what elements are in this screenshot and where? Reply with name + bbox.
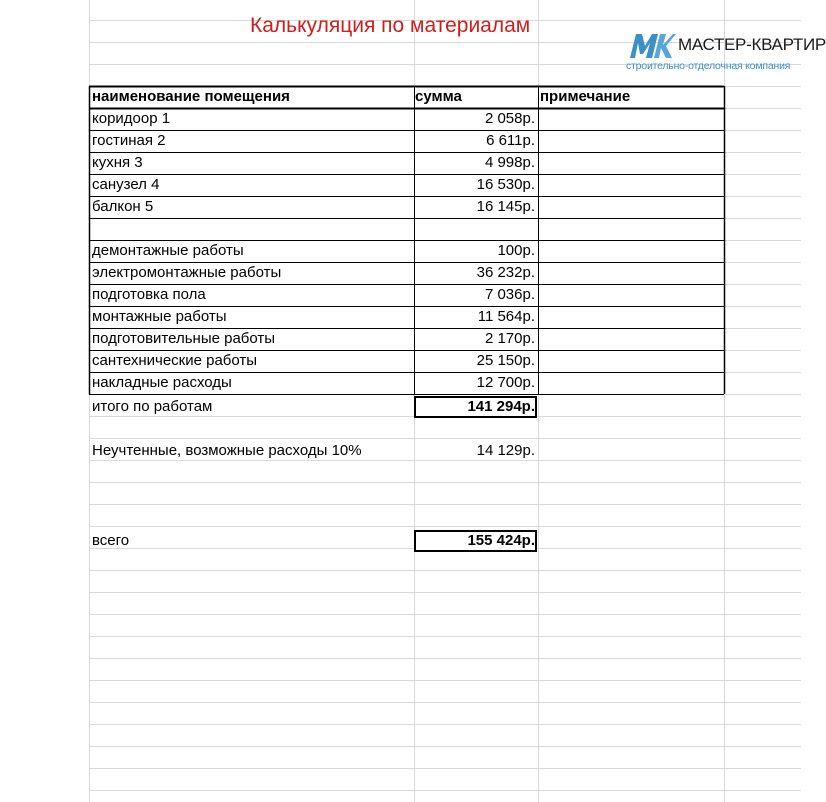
company-logo (626, 32, 826, 76)
row-sum: 6 611р. (486, 132, 535, 149)
row-name: демонтажные работы (92, 242, 244, 259)
row-note (540, 152, 720, 174)
extra-costs-row (89, 440, 724, 462)
row-note (540, 284, 720, 306)
row-note (540, 350, 720, 372)
header-note: примечание (540, 88, 631, 105)
row-name: гостиная 2 (92, 132, 166, 149)
header-room-name: наименование помещения (92, 88, 290, 105)
row-name: подготовка пола (92, 286, 206, 303)
row-name: электромонтажные работы (92, 264, 282, 281)
row-name: санузел 4 (92, 176, 160, 193)
row-note (540, 130, 720, 152)
row-sum: 11 564р. (477, 308, 535, 325)
row-name: коридоор 1 (92, 110, 171, 127)
row-note (540, 240, 720, 262)
row-note (540, 372, 720, 394)
row-name: кухня 3 (92, 154, 143, 171)
row-note (540, 306, 720, 328)
works-total-row (89, 396, 724, 418)
row-name: подготовительные работы (92, 330, 276, 347)
extra-costs-sum: 14 129р. (476, 442, 535, 459)
table-row (89, 328, 724, 350)
table-row (89, 240, 724, 262)
row-sum: 16 530р. (476, 176, 535, 193)
page-title: Калькуляция по материалам (250, 14, 531, 37)
row-sum: 12 700р. (476, 374, 535, 391)
logo-tagline: строительно-отделочная компания (626, 60, 791, 72)
header-sum: сумма (415, 88, 462, 105)
logo-company-name: МАСТЕР-КВАРТИР (678, 35, 826, 54)
row-sum: 4 998р. (484, 154, 535, 171)
table-row (89, 372, 724, 394)
works-total-sum: 141 294р. (467, 398, 535, 415)
grand-total-label: всего (92, 532, 130, 549)
row-note (540, 328, 720, 350)
row-sum: 16 145р. (476, 198, 535, 215)
mk-logo-icon (626, 32, 676, 60)
table-row (89, 130, 724, 152)
row-sum: 7 036р. (484, 286, 535, 303)
works-total-label: итого по работам (92, 398, 213, 415)
row-sum: 2 170р. (484, 330, 535, 347)
table-row (89, 152, 724, 174)
table-row (89, 196, 724, 218)
table-row (89, 174, 724, 196)
row-name: сантехнические работы (92, 352, 258, 369)
grand-total-sum: 155 424р. (467, 532, 535, 549)
row-note (540, 174, 720, 196)
row-sum: 100р. (497, 242, 535, 259)
table-row (89, 108, 724, 130)
row-note (540, 108, 720, 130)
row-sum: 36 232р. (476, 264, 535, 281)
row-name: накладные расходы (92, 374, 232, 391)
table-row (89, 284, 724, 306)
row-sum: 25 150р. (476, 352, 535, 369)
row-name: монтажные работы (92, 308, 227, 325)
grand-total-row (89, 530, 724, 552)
table-row (89, 262, 724, 284)
table-row (89, 306, 724, 328)
row-note (540, 196, 720, 218)
row-name: балкон 5 (92, 198, 154, 215)
table-header-row (89, 86, 724, 108)
row-note (540, 262, 720, 284)
row-sum: 2 058р. (484, 110, 535, 127)
extra-costs-label: Неучтенные, возможные расходы 10% (92, 442, 362, 459)
table-row (89, 350, 724, 372)
